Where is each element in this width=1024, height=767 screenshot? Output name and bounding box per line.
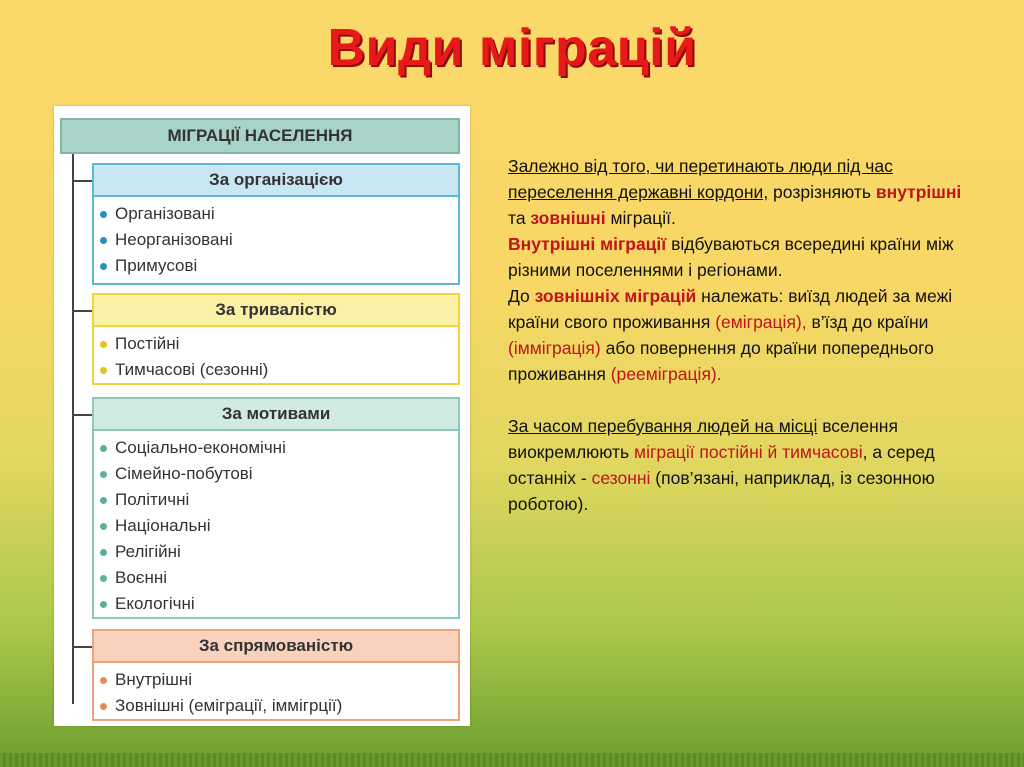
list-item: Внутрішні — [100, 667, 458, 693]
group-organization — [92, 163, 460, 285]
diagram-connector-line — [72, 154, 74, 704]
bottom-stripe — [0, 753, 1024, 767]
bullet-icon — [100, 523, 107, 530]
list-item: Політичні — [100, 487, 458, 513]
bullet-icon — [100, 445, 107, 452]
list-item: Примусові — [100, 253, 458, 279]
diagram-header: МІГРАЦІЇ НАСЕЛЕННЯ — [60, 118, 460, 154]
slide-title: Види міграцій — [327, 19, 697, 77]
migration-diagram — [54, 106, 470, 726]
paragraph-border-crossing: Залежно від того, чи перетинають люди під час переселення державні кордони, розрізняють внутрішні та зовнішні міграції. — [508, 156, 962, 228]
bullet-icon — [100, 677, 107, 684]
bullet-icon — [100, 471, 107, 478]
connector-stub — [72, 310, 92, 312]
group-direction — [92, 629, 460, 721]
group-duration — [92, 293, 460, 385]
list-item: Постійні — [100, 331, 458, 357]
paragraph-internal: Внутрішні міграції відбуваються всередині країни між різними поселеннями і регіонами. — [508, 234, 954, 280]
list-item: Неорганізовані — [100, 227, 458, 253]
list-item: Зовнішні (еміграції, іммігрції) — [100, 693, 458, 719]
group-motives — [92, 397, 460, 619]
group-title: За тривалістю — [94, 295, 458, 327]
group-title: За мотивами — [94, 399, 458, 431]
bullet-icon — [100, 341, 107, 348]
group-title: За спрямованістю — [94, 631, 458, 663]
connector-stub — [72, 180, 92, 182]
paragraph-duration: За часом перебування людей на місці вселення виокремлюють міграції постійні й тимчасові, а серед останніх - сезонні (пов’язані, наприклад, із сезонною роботою). — [508, 416, 935, 514]
list-item: Релігійні — [100, 539, 458, 565]
list-item: Організовані — [100, 201, 458, 227]
bullet-icon — [100, 367, 107, 374]
list-item: Соціально-економічні — [100, 435, 458, 461]
bullet-icon — [100, 549, 107, 556]
explanation-text — [508, 153, 978, 517]
bullet-icon — [100, 575, 107, 582]
bullet-icon — [100, 211, 107, 218]
bullet-icon — [100, 497, 107, 504]
bullet-icon — [100, 237, 107, 244]
connector-stub — [72, 414, 92, 416]
list-item: Воєнні — [100, 565, 458, 591]
paragraph-external: До зовнішніх міграцій належать: виїзд людей за межі країни свого проживання (еміграція), в’їзд до країни (імміграція) або повернення до країни попереднього проживання (рееміграція). — [508, 286, 953, 384]
group-title: За організацією — [94, 165, 458, 197]
bullet-icon — [100, 601, 107, 608]
bullet-icon — [100, 703, 107, 710]
list-item: Сімейно-побутові — [100, 461, 458, 487]
bullet-icon — [100, 263, 107, 270]
list-item: Тимчасові (сезонні) — [100, 357, 458, 383]
list-item: Екологічні — [100, 591, 458, 617]
list-item: Національні — [100, 513, 458, 539]
connector-stub — [72, 646, 92, 648]
